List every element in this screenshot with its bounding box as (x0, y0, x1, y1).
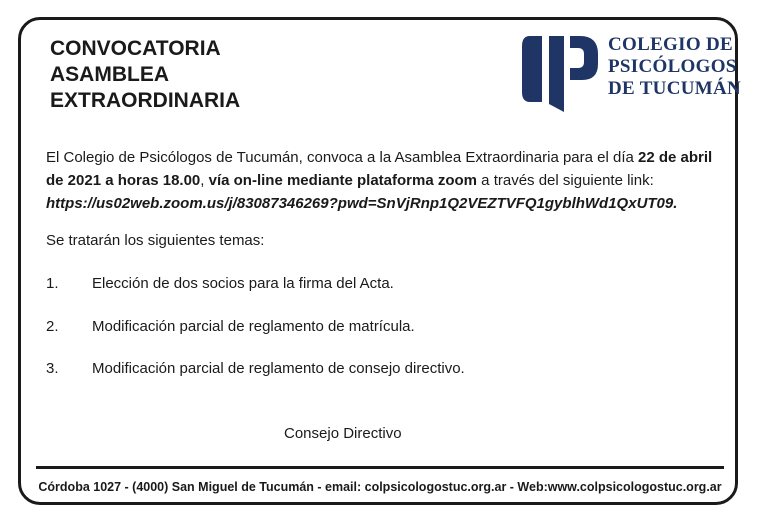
agenda-item-number: 1. (46, 275, 59, 292)
logo-text-line-3: DE TUCUMÁN (608, 78, 742, 99)
title-line-3: EXTRAORDINARIA (50, 89, 241, 112)
meeting-date: 22 de abril de 2021 a horas 18.00 (46, 149, 713, 189)
agenda-item-text: Elección de dos socios para la firma del Acta. (92, 275, 394, 292)
agenda-item-text: Modificación parcial de reglamento de consejo directivo. (92, 360, 465, 377)
signature: Consejo Directivo (284, 425, 402, 442)
footer-contact: Córdoba 1027 - (4000) San Miguel de Tucumán - email: colpsicologostuc.org.ar - Web:www.colpsicologostuc.org.ar (38, 480, 722, 494)
document-title (50, 36, 240, 114)
agenda-heading: Se tratarán los siguientes temas: (46, 232, 265, 249)
logo-text-line-1: COLEGIO DE (608, 34, 733, 55)
intro-text: El Colegio de Psicólogos de Tucumán, convoca a la Asamblea Extraordinaria para el día (46, 149, 639, 166)
agenda-item-number: 2. (46, 318, 59, 335)
organization-logo (520, 34, 742, 114)
agenda-item-number: 3. (46, 360, 59, 377)
convocation-paragraph (46, 146, 722, 215)
logo-text-line-2: PSICÓLOGOS (608, 56, 737, 77)
title-line-1: CONVOCATORIA (50, 37, 221, 60)
title-line-2: ASAMBLEA (50, 63, 169, 86)
zoom-link[interactable]: https://us02web.zoom.us/j/83087346269?pwd=SnVjRnp1Q2VEZTVFQ1gyblhWd1QxUT09. (46, 195, 678, 212)
intro-separator: , (200, 172, 209, 189)
agenda-item-text: Modificación parcial de reglamento de matrícula. (92, 318, 415, 335)
meeting-platform: vía on-line mediante plataforma zoom (208, 172, 478, 189)
intro-link-lead: a través del siguiente link: (477, 172, 654, 189)
footer-divider (36, 466, 724, 469)
logo-mark-icon (520, 34, 600, 114)
logo-wordmark (608, 34, 741, 100)
